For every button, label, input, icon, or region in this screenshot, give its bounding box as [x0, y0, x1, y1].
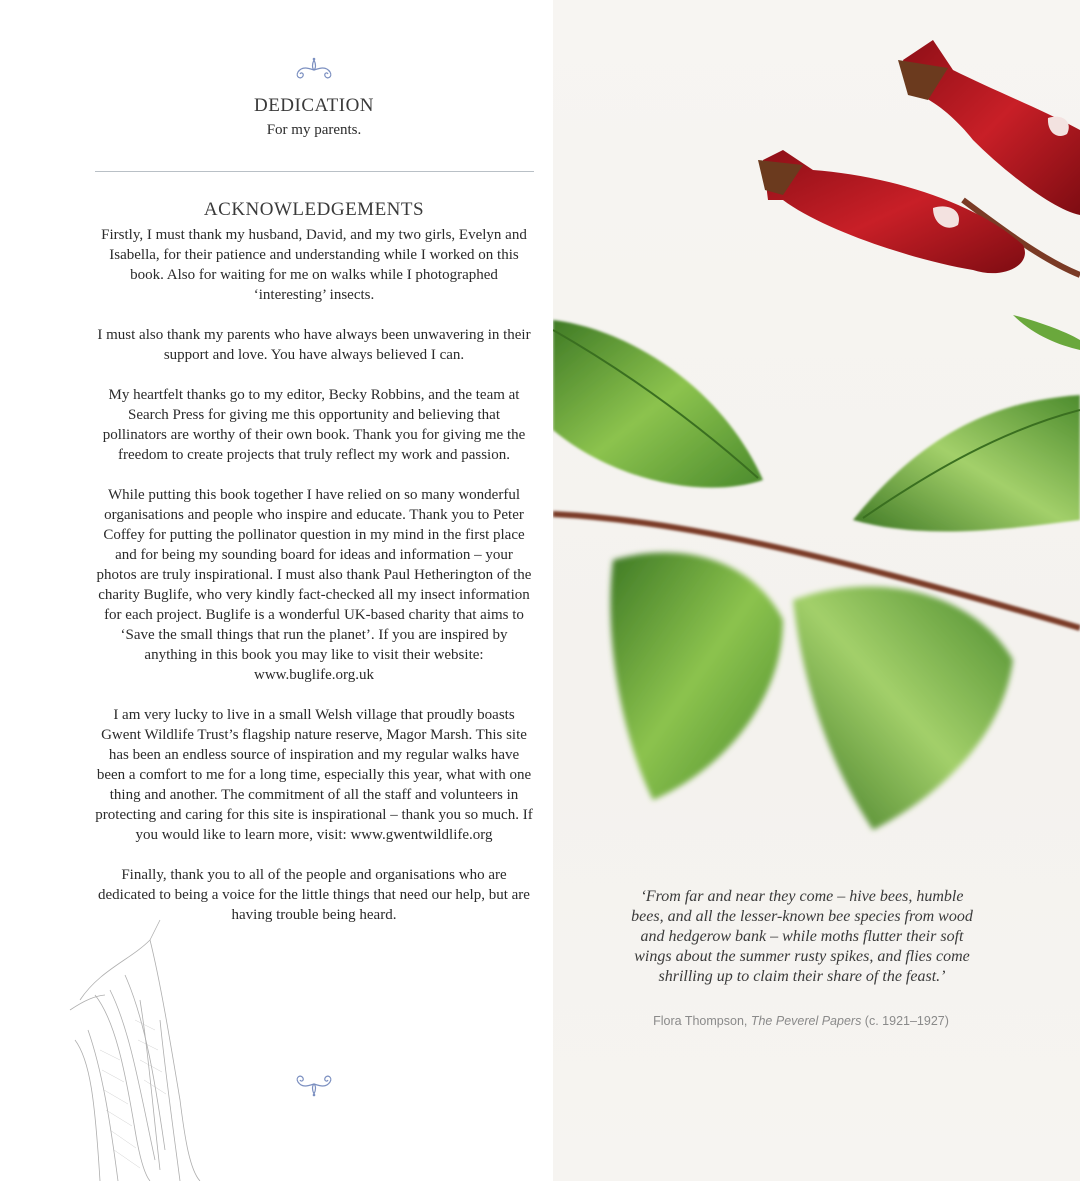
- citation-dates: (c. 1921–1927): [861, 1014, 949, 1028]
- acknowledgements-heading: ACKNOWLEDGEMENTS: [203, 199, 425, 220]
- right-page: [553, 0, 1080, 1181]
- acknowledgements-body: [95, 225, 533, 945]
- ack-paragraph-4: While putting this book together I have relied on so many wonderful organisations and people who inspire and educate. Thank you to Peter Coffey for putting the pollinator question in my mind in the first place and for being my sounding board for ideas and information – your photos are truly inspirational. I must also thank Paul Hetherington of the charity Buglife, who very kindly fact-checked all my insect information for each project. Buglife is a wonderful UK-based charity that aims to ‘Save the small things that run the planet’. If you are inspired by anything in this book you may like to visit their website: www.buglife.org.uk: [96, 487, 532, 683]
- flourish-top-icon: [292, 56, 336, 82]
- dedication-text: For my parents.: [266, 122, 362, 138]
- flourish-bottom-icon: [292, 1072, 336, 1098]
- section-divider: [95, 171, 534, 172]
- citation-author: Flora Thompson,: [653, 1014, 751, 1028]
- ack-paragraph-5: I am very lucky to live in a small Welsh village that proudly boasts Gwent Wildlife Trust’s flagship nature reserve, Magor Marsh. This site has been an endless source of inspiration and my regular walks have been a comfort to me for a long time, especially this year, what with one thing and another. The commitment of all the staff and volunteers in protecting and caring for this site is inspirational – thank you so much. If you would like to learn more, visit: www.gwentwildlife.org: [95, 707, 533, 843]
- epigraph-quote: ‘From far and near they come – hive bees, humble bees, and all the lesser-known bee species from wood and hedgerow bank – while moths flutter their soft wings about the summer rusty spikes, and flies come shrilling up to claim their share of the feast.’: [631, 888, 973, 985]
- ack-paragraph-2: I must also thank my parents who have always been unwavering in their support and love. You have always believed I can.: [97, 327, 531, 363]
- ack-paragraph-3: My heartfelt thanks go to my editor, Becky Robbins, and the team at Search Press for giving me this opportunity and believing that pollinators are worthy of their own book. Thank you for giving me the freedom to create projects that truly reflect my work and passion.: [102, 387, 526, 463]
- seed-pod-sketch-icon: [40, 900, 240, 1181]
- dedication-heading: DEDICATION: [253, 95, 375, 116]
- citation-book-title: The Peverel Papers: [750, 1014, 862, 1028]
- quote-citation: [610, 1014, 992, 1028]
- ack-paragraph-1: Firstly, I must thank my husband, David, and my two girls, Evelyn and Isabella, for their patience and understanding while I worked on this book. Also for waiting for me on walks while I photographed ‘interesting’ insects.: [101, 227, 527, 303]
- ack-paragraph-6: Finally, thank you to all of the people and organisations who are dedicated to being a voice for the little things that need our help, but are having trouble being heard.: [98, 867, 530, 923]
- rosehip-embroidery-icon: [553, 0, 1080, 880]
